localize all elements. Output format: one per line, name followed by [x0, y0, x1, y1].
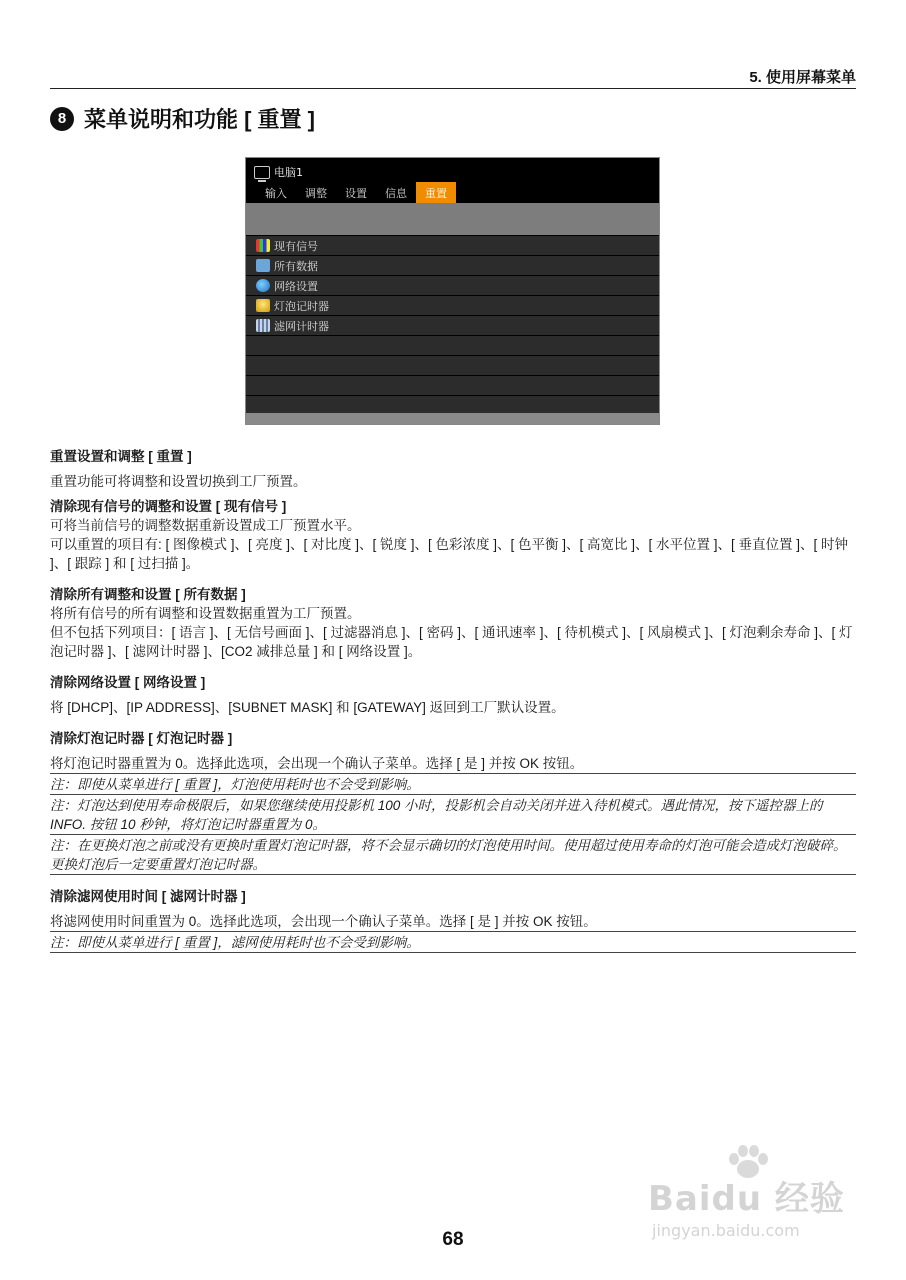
osd-source-name: 电脑1: [274, 166, 303, 179]
header-divider: [50, 88, 856, 89]
paragraph: 将所有信号的所有调整和设置数据重置为工厂预置。: [50, 606, 361, 621]
paragraph: 重置功能可将调整和设置切换到工厂预置。: [50, 474, 307, 489]
menu-item-filter-timer[interactable]: [246, 316, 659, 335]
menu-item-label: 滤网计时器: [274, 319, 329, 333]
note: 注：灯泡达到使用寿命极限后，如果您继续使用投影机 100 小时，投影机会自动关闭并进入待机模式。遇此情况，按下遥控器上的 INFO. 按钮 10 秒钟，将灯泡记时器重置为 0。: [50, 794, 856, 834]
section-number-badge: 8: [50, 107, 74, 131]
menu-item-lamp-timer[interactable]: [246, 296, 659, 315]
tab-setup[interactable]: 设置: [345, 186, 367, 200]
menu-empty-row: [246, 376, 659, 395]
menu-item-network[interactable]: [246, 276, 659, 295]
menu-empty-row: [246, 336, 659, 355]
page-title: 菜单说明和功能 [ 重置 ]: [84, 107, 315, 132]
paragraph: 可以重置的项目有: [ 图像模式 ]、[ 亮度 ]、[ 对比度 ]、[ 锐度 ]、[ 色彩浓度 ]、[ 色平衡 ]、[ 高宽比 ]、[ 水平位置 ]、[ 垂直位置 ]、[ 时钟 ]、[ 跟踪 ] 和 [ 过扫描 ]。: [50, 537, 849, 571]
menu-item-current-signal[interactable]: [246, 236, 659, 255]
all-data-icon: [256, 259, 270, 272]
document-body: [50, 447, 856, 953]
note: 注：在更换灯泡之前或没有更换时重置灯泡记时器，将不会显示确切的灯泡使用时间。使用超过使用寿命的灯泡可能会造成灯泡破碎。更换灯泡后一定要重置灯泡记时器。: [50, 834, 856, 874]
tab-adjust[interactable]: 调整: [305, 186, 327, 200]
paragraph: 将灯泡记时器重置为 0。选择此选项，会出现一个确认子菜单。选择 [ 是 ] 并按 OK 按钮。: [50, 756, 584, 771]
tab-reset[interactable]: 重置: [416, 182, 456, 203]
chapter-title: 5. 使用屏幕菜单: [749, 69, 856, 86]
network-globe-icon: [256, 279, 270, 292]
section-heading: 清除现有信号的调整和设置 [ 现有信号 ]: [50, 499, 287, 514]
menu-item-label: 所有数据: [274, 259, 318, 273]
section-heading: 清除所有调整和设置 [ 所有数据 ]: [50, 587, 246, 602]
osd-footer-bar: [246, 413, 659, 424]
watermark-logo-text: Baidu 经验: [648, 1179, 845, 1219]
osd-menu-list: [246, 236, 659, 416]
section-heading: 清除网络设置 [ 网络设置 ]: [50, 675, 206, 690]
tab-info[interactable]: 信息: [385, 186, 407, 200]
notes-block: [50, 773, 856, 875]
tab-input[interactable]: 输入: [265, 186, 287, 200]
paragraph: 可将当前信号的调整数据重新设置成工厂预置水平。: [50, 518, 361, 533]
note: 注：即使从菜单进行 [ 重置 ]，灯泡使用耗时也不会受到影响。: [50, 773, 856, 794]
note: 注：即使从菜单进行 [ 重置 ]，滤网使用耗时也不会受到影响。: [50, 931, 856, 952]
menu-item-label: 灯泡记时器: [274, 299, 329, 313]
section-heading: 清除滤网使用时间 [ 滤网计时器 ]: [50, 889, 246, 904]
osd-menu: [245, 157, 660, 425]
lamp-timer-icon: [256, 299, 270, 312]
notes-block: [50, 931, 856, 953]
menu-item-label: 网络设置: [274, 279, 318, 293]
page-number: 68: [442, 1229, 464, 1250]
osd-tab-bar: [246, 182, 659, 203]
section-heading: 重置设置和调整 [ 重置 ]: [50, 449, 192, 464]
paragraph: 但不包括下列项目：[ 语言 ]、[ 无信号画面 ]、[ 过滤器消息 ]、[ 密码 ]、[ 通讯速率 ]、[ 待机模式 ]、[ 风扇模式 ]、[ 灯泡剩余寿命 ]、[ 灯泡记时器 ]、[ 滤网计时器 ]、[CO2 减排总量 ] 和 [ 网络设置 ]。: [50, 625, 853, 659]
osd-header-band: [246, 203, 659, 235]
osd-title-bar: [254, 164, 303, 180]
current-signal-icon: [256, 239, 270, 252]
computer-icon: [254, 166, 270, 179]
page-heading: [50, 103, 315, 134]
watermark-url: jingyan.baidu.com: [652, 1221, 800, 1240]
menu-item-label: 现有信号: [274, 239, 318, 253]
menu-empty-row: [246, 356, 659, 375]
menu-item-all-data[interactable]: [246, 256, 659, 275]
section-heading: 清除灯泡记时器 [ 灯泡记时器 ]: [50, 731, 233, 746]
paragraph: 将 [DHCP]、[IP ADDRESS]、[SUBNET MASK] 和 [GATEWAY] 返回到工厂默认设置。: [50, 700, 565, 715]
paragraph: 将滤网使用时间重置为 0。选择此选项，会出现一个确认子菜单。选择 [ 是 ] 并按 OK 按钮。: [50, 914, 597, 929]
filter-timer-icon: [256, 319, 270, 332]
